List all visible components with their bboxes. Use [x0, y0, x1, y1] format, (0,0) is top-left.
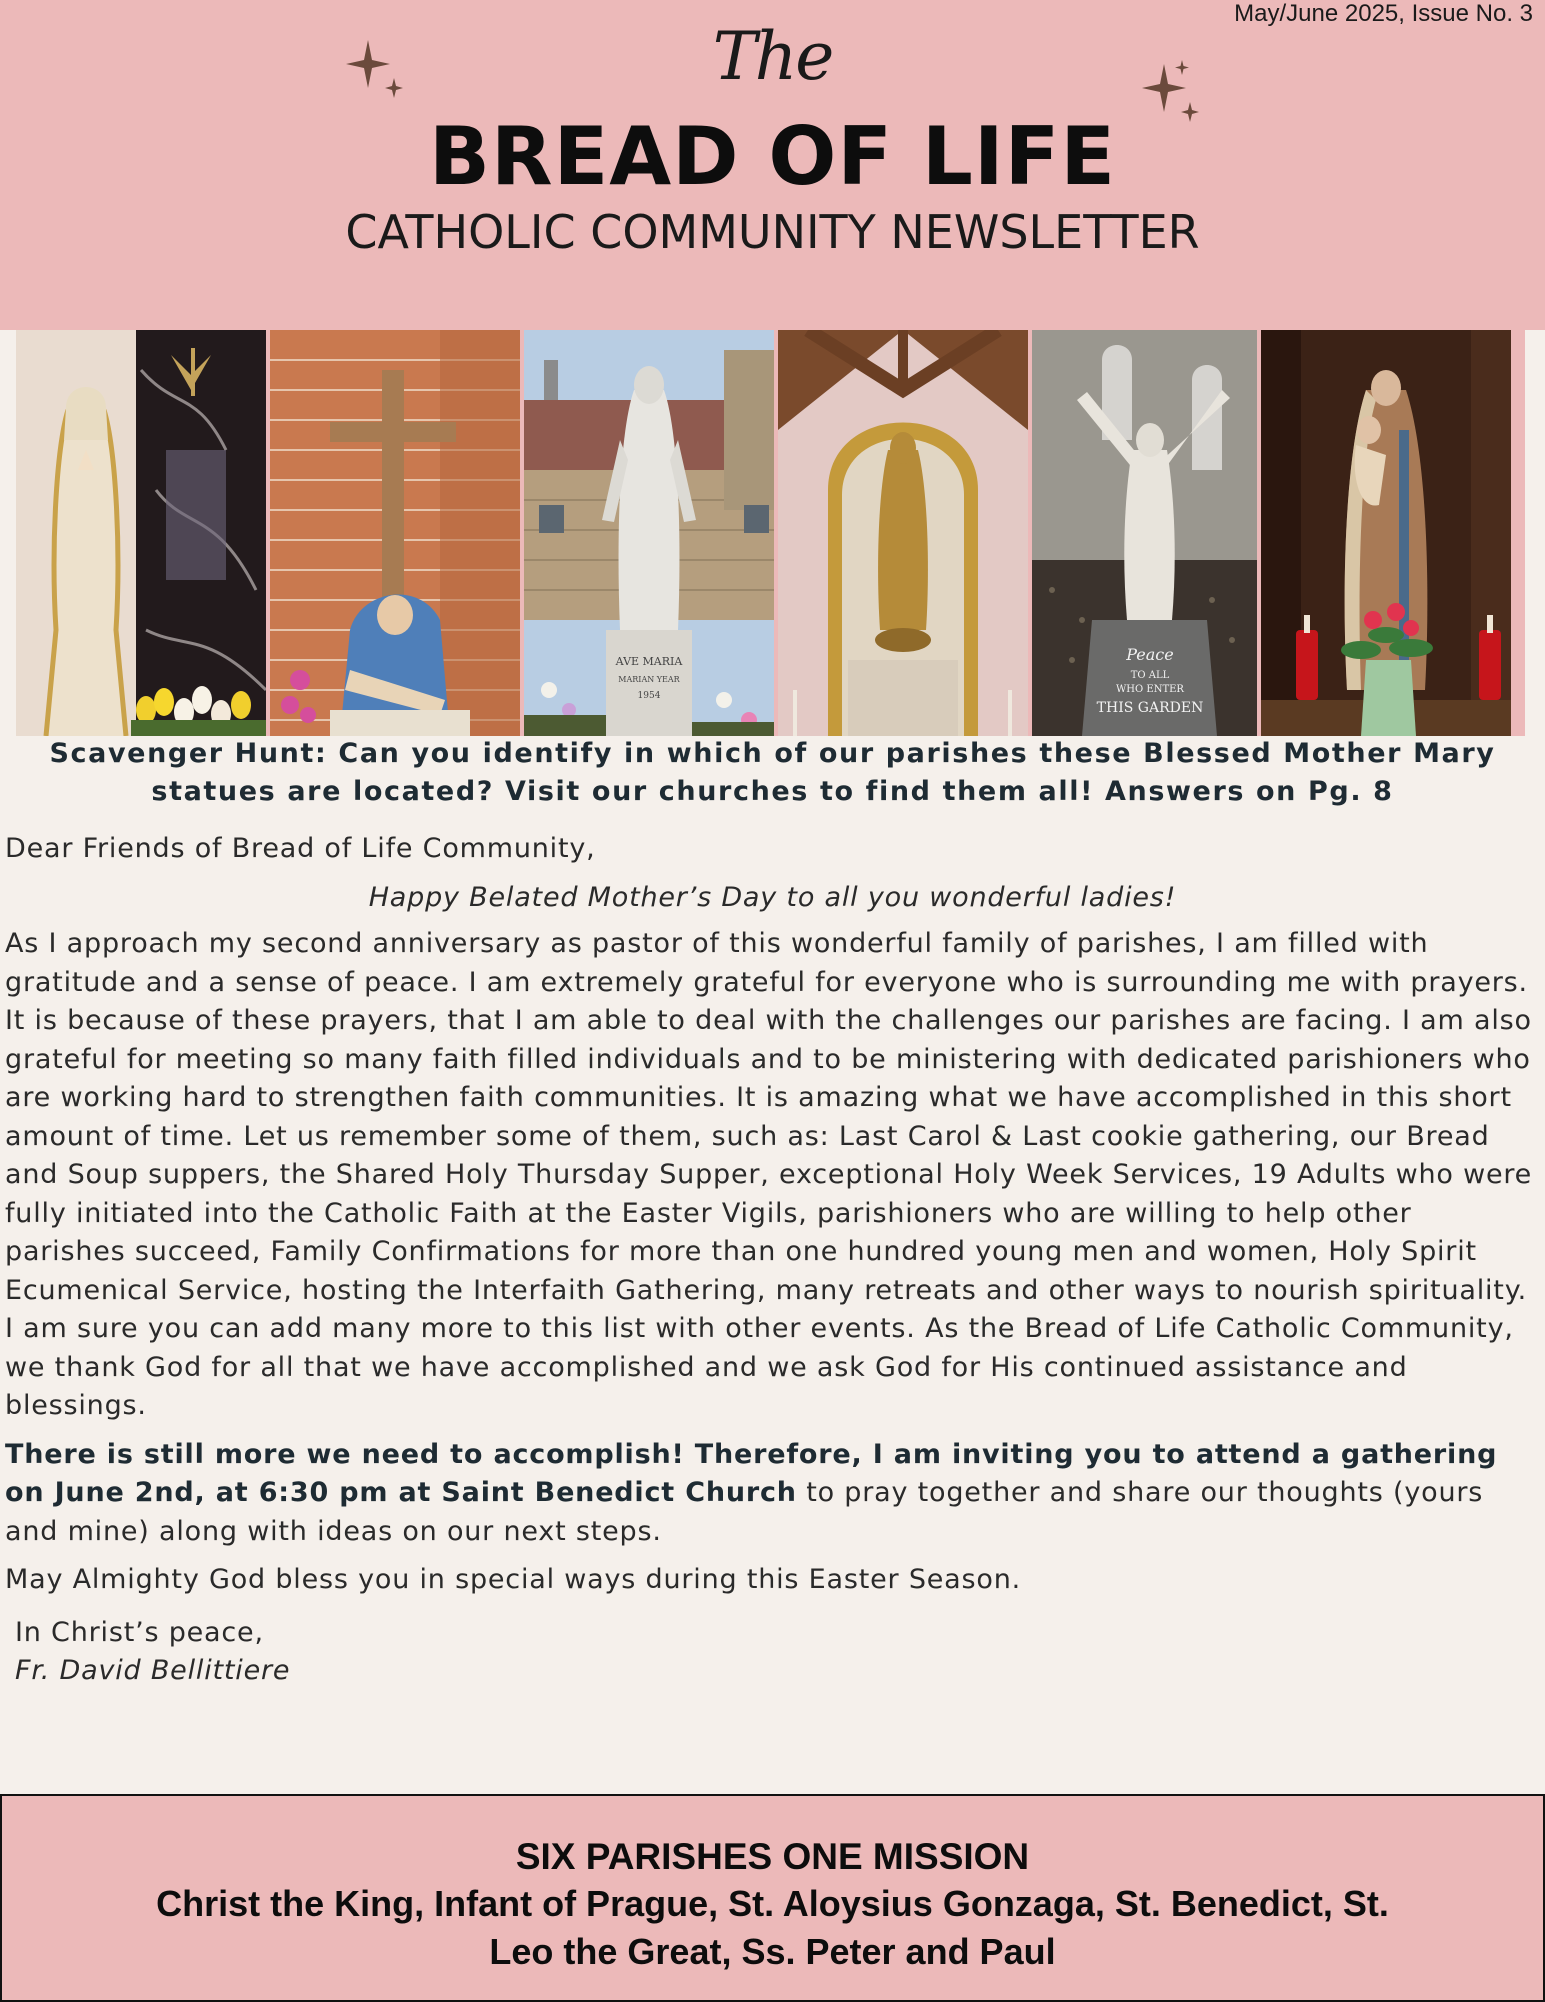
stone-line-1: Peace: [1126, 645, 1174, 664]
mothers-day-line: Happy Belated Mother’s Day to all you wonderful ladies!: [368, 881, 1177, 913]
photo-golden-mary-niche: [778, 330, 1028, 736]
newsletter-title: BREAD OF LIFE: [429, 110, 1116, 203]
letter-signature: Fr. David Bellittiere: [15, 1655, 291, 1686]
letter-body: As I approach my second anniversary as pastor of this wonderful family of parishes, I am filled with gratitude and a sense of peace. I am extremely grateful for everyone who is surrounding me with prayers. It is because of these prayers, that I am able to deal with the challenges our parishes are facing. I am also grateful for meeting so many faith filled individuals and to be ministering with dedicated parishioners who are working hard to strengthen faith communities. It is amazing what we have accomplished in this short amount of time. Let us remember some of them, such as: Last Carol & Last cookie gathering, our Bread and Soup suppers, the Shared Holy Thursday Supper, exceptional Holy Week Services, 19 Adults who were fully initiated into the Catholic Faith at the Easter Vigils, parishioners who are willing to help other parishes succeed, Family Confirmations for more than one hundred young men and women, Holy Spirit Ecumenical Service, hosting the Interfaith Gathering, many retreats and other ways to nourish spirituality. I am sure you can add many more to this list with other events. As the Bread of Life Catholic Community, we thank God for all that we have accomplished and we ask God for His continued assistance and blessings.: [5, 928, 1533, 1421]
stone-line-4: THIS GARDEN: [1096, 700, 1204, 716]
stone-line-2: TO ALL: [1130, 670, 1170, 681]
masthead-script-the: The: [712, 18, 833, 95]
photo-cross-pieta-brick: [270, 330, 520, 736]
gathering-invitation: [5, 1436, 1540, 1552]
photo-strip: [16, 330, 1525, 736]
pastor-letter: [5, 830, 1540, 1691]
masthead: [0, 0, 1545, 330]
plaque-line-2: MARIAN YEAR: [618, 675, 680, 684]
photo-madonna-child-candles: [1261, 330, 1511, 736]
parish-list: Christ the King, Infant of Prague, St. Aloysius Gonzaga, St. Benedict, St. Leo the Great, Ss. Peter and Paul: [156, 1883, 1389, 1972]
invitation-rest-text: to pray together and share our thoughts (yours and mine) along with ideas on our next steps.: [5, 1477, 1484, 1547]
plaque-line-1: AVE MARIA: [615, 655, 683, 668]
footer-title: SIX PARISHES ONE MISSION: [515, 1836, 1030, 1877]
easter-blessing: May Almighty God bless you in special ways during this Easter Season.: [5, 1564, 1022, 1595]
newsletter-subtitle: CATHOLIC COMMUNITY NEWSLETTER: [345, 205, 1200, 259]
photo-ave-maria-marian-year: [524, 330, 774, 736]
plaque-line-3: 1954: [637, 691, 661, 701]
photo-mary-praying-marble: [16, 330, 266, 736]
photo-peace-garden-statue: [1032, 330, 1257, 736]
parishes-footer: [0, 1794, 1545, 2002]
invitation-bold-text: There is still more we need to accomplish! Therefore, I am inviting you to attend a gathering on June 2nd, at 6:30 pm at Saint Benedict Church: [5, 1438, 1498, 1508]
letter-signoff: In Christ’s peace,: [15, 1616, 264, 1648]
issue-line: May/June 2025, Issue No. 3: [1234, 0, 1533, 27]
letter-greeting: Dear Friends of Bread of Life Community,: [5, 833, 596, 864]
scavenger-hunt-caption: Scavenger Hunt: Can you identify in which of our parishes these Blessed Mother Mary statues are located? Visit our churches to find them all! Answers on Pg. 8: [49, 738, 1496, 807]
stone-line-3: WHO ENTER: [1116, 684, 1184, 695]
